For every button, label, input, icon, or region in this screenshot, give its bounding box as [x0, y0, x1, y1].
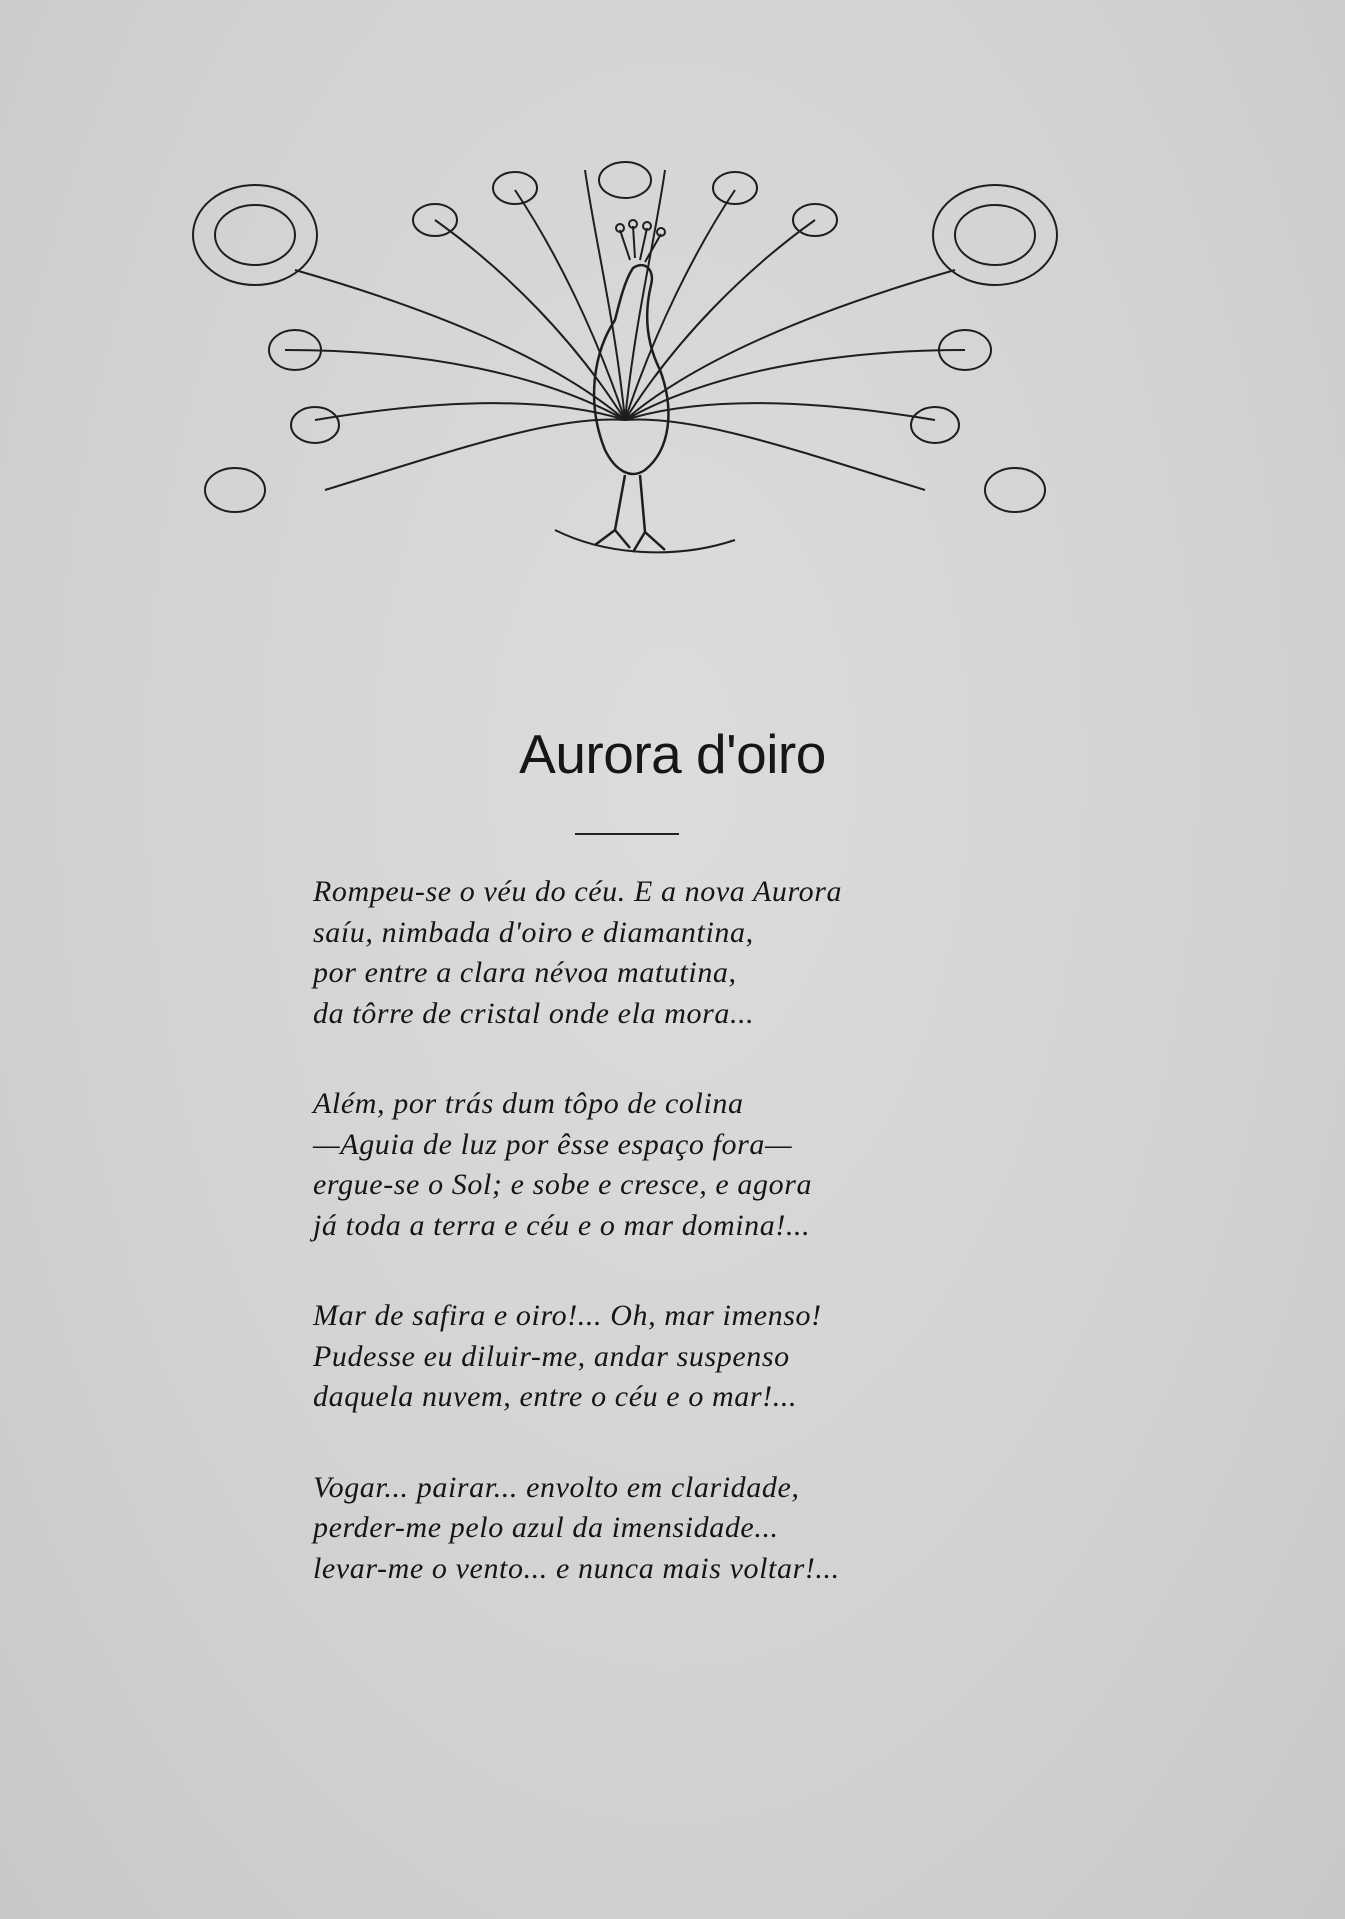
- verse-line: Além, por trás dum tôpo de colina: [313, 1087, 744, 1120]
- stanza-1: [313, 872, 1013, 1034]
- verse-line: ergue-se o Sol; e sobe e cresce, e agora: [313, 1168, 813, 1201]
- verse-line: por entre a clara névoa matutina,: [313, 956, 737, 989]
- verse-line: levar-me o vento... e nunca mais voltar!...: [313, 1551, 840, 1585]
- peacock-icon: [175, 160, 1075, 580]
- poem-title: Aurora d'oiro: [519, 723, 826, 785]
- stanza-3: [313, 1296, 1013, 1418]
- verse-line: Rompeu-se o véu do céu. E a nova Aurora: [313, 875, 843, 908]
- verse-line: Pudesse eu diluir-me, andar suspenso: [313, 1339, 790, 1373]
- stanza-2: [313, 1084, 1013, 1246]
- verse-line: daquela nuvem, entre o céu e o mar!...: [313, 1380, 798, 1413]
- verse-line: já toda a terra e céu e o mar domina!...: [313, 1208, 811, 1242]
- title-divider: [575, 833, 679, 835]
- stanza-4: [313, 1468, 1013, 1590]
- verse-line: perder-me pelo azul da imensidade...: [313, 1511, 779, 1544]
- verse-line: Vogar... pairar... envolto em claridade,: [313, 1470, 800, 1504]
- verse-line: —Aguia de luz por êsse espaço fora—: [313, 1127, 793, 1161]
- poem: [313, 872, 1013, 1639]
- verse-line: da tôrre de cristal onde ela mora...: [313, 996, 755, 1030]
- verse-line: Mar de safira e oiro!... Oh, mar imenso!: [313, 1299, 822, 1332]
- verse-line: saíu, nimbada d'oiro e diamantina,: [313, 915, 754, 949]
